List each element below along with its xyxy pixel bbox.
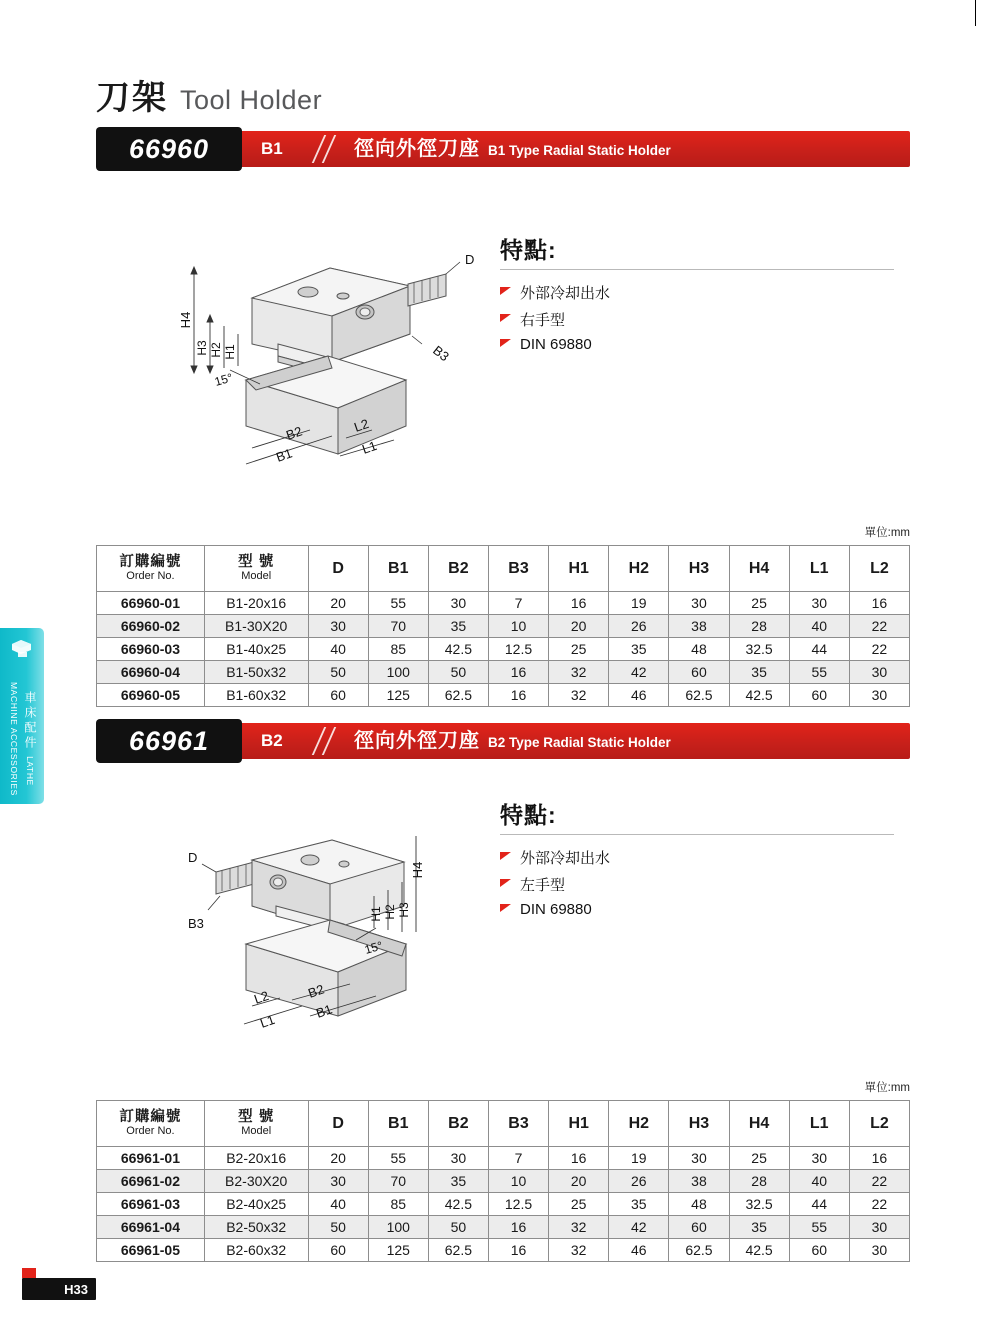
cell-b3: 7	[488, 1147, 548, 1170]
cell-b1: 125	[368, 1239, 428, 1262]
feature-label: 右手型	[520, 312, 566, 329]
th-model	[204, 546, 308, 592]
section-description	[354, 723, 671, 759]
section-header-66961	[96, 723, 910, 759]
table-header-row	[97, 1101, 910, 1147]
units-label-66961: 單位:mm	[864, 1082, 910, 1094]
th-d: D	[308, 1101, 368, 1147]
th-order-no	[97, 1101, 205, 1147]
svg-text:L2: L2	[252, 987, 271, 1007]
section-desc-cn: 徑向外徑刀座	[354, 730, 480, 752]
table-row	[97, 1193, 910, 1216]
svg-text:B3: B3	[430, 342, 452, 365]
svg-text:L1: L1	[258, 1011, 277, 1031]
cell-l2: 22	[849, 615, 909, 638]
cell-h2: 35	[609, 1193, 669, 1216]
cell-b1: 70	[368, 615, 428, 638]
cell-b2: 35	[428, 615, 488, 638]
svg-text:H2: H2	[209, 342, 223, 358]
page-number-accent	[22, 1268, 36, 1278]
cell-model: B1-30X20	[204, 615, 308, 638]
cell-b2: 42.5	[428, 638, 488, 661]
units-label-66960: 單位:mm	[864, 527, 910, 539]
cell-b3: 16	[488, 1216, 548, 1239]
svg-text:15°: 15°	[212, 370, 235, 389]
cell-b3: 10	[488, 615, 548, 638]
table-row	[97, 1239, 910, 1262]
cell-b3: 7	[488, 592, 548, 615]
feature-item	[500, 874, 894, 895]
cell-l1: 30	[789, 592, 849, 615]
svg-text:D: D	[188, 850, 198, 865]
table-row	[97, 615, 910, 638]
section-code-badge: 66961	[96, 719, 242, 763]
cell-l2: 22	[849, 1193, 909, 1216]
cell-b3: 12.5	[488, 638, 548, 661]
cell-model: B1-40x25	[204, 638, 308, 661]
cell-model: B2-20x16	[204, 1147, 308, 1170]
cell-order-no: 66961-04	[97, 1216, 205, 1239]
cell-model: B1-20x16	[204, 592, 308, 615]
bullet-triangle-icon	[500, 339, 511, 347]
cell-model: B2-60x32	[204, 1239, 308, 1262]
cell-model: B1-60x32	[204, 684, 308, 707]
cell-b3: 16	[488, 1239, 548, 1262]
cell-b2: 35	[428, 1170, 488, 1193]
svg-text:H2: H2	[383, 904, 397, 920]
cell-model: B2-50x32	[204, 1216, 308, 1239]
table-row	[97, 1147, 910, 1170]
bullet-triangle-icon	[500, 904, 511, 912]
table-header-row	[97, 546, 910, 592]
cell-h4: 32.5	[729, 1193, 789, 1216]
feature-label: 外部冷却出水	[520, 850, 611, 867]
th-l1: L1	[789, 546, 849, 592]
svg-text:H4: H4	[410, 861, 425, 879]
table-row	[97, 592, 910, 615]
section-header-66960	[96, 131, 910, 167]
cell-d: 20	[308, 1147, 368, 1170]
cell-h2: 42	[609, 1216, 669, 1239]
cell-h2: 46	[609, 1239, 669, 1262]
th-l1: L1	[789, 1101, 849, 1147]
b1-tool-holder-drawing	[160, 240, 480, 490]
cell-h2: 19	[609, 1147, 669, 1170]
page-number: H33	[22, 1278, 96, 1300]
cell-h2: 19	[609, 592, 669, 615]
cell-b2: 30	[428, 1147, 488, 1170]
table-row	[97, 638, 910, 661]
cell-l2: 16	[849, 592, 909, 615]
cell-l2: 16	[849, 1147, 909, 1170]
cell-h3: 38	[669, 1170, 729, 1193]
side-tab-label-en: LATHE MACHINE ACCESSORIES	[9, 681, 35, 796]
features-rule	[500, 269, 894, 270]
table-row	[97, 1216, 910, 1239]
bullet-triangle-icon	[500, 879, 511, 887]
cell-h1: 25	[549, 1193, 609, 1216]
th-model-cn: 型 號	[238, 1108, 275, 1125]
table-row	[97, 684, 910, 707]
cell-order-no: 66961-01	[97, 1147, 205, 1170]
cell-b2: 50	[428, 1216, 488, 1239]
page-title	[96, 70, 322, 119]
cell-b1: 55	[368, 592, 428, 615]
section-type-label: B2	[261, 731, 283, 750]
svg-text:H4: H4	[178, 311, 193, 329]
th-h1: H1	[549, 1101, 609, 1147]
th-model-en: Model	[241, 570, 272, 583]
table-row	[97, 1170, 910, 1193]
cell-h2: 42	[609, 661, 669, 684]
cell-b1: 85	[368, 1193, 428, 1216]
cell-b1: 85	[368, 638, 428, 661]
features-title: 特點:	[500, 802, 557, 828]
cell-order-no: 66960-05	[97, 684, 205, 707]
svg-text:H1: H1	[223, 344, 237, 360]
svg-text:H3: H3	[195, 340, 209, 356]
th-d: D	[308, 546, 368, 592]
cell-l2: 22	[849, 1170, 909, 1193]
th-order-no-cn: 訂購編號	[119, 553, 182, 570]
cell-h3: 62.5	[669, 684, 729, 707]
side-tab-text	[6, 673, 38, 804]
th-h4: H4	[729, 1101, 789, 1147]
svg-text:H3: H3	[397, 902, 411, 918]
th-model	[204, 1101, 308, 1147]
cell-l2: 30	[849, 1216, 909, 1239]
th-model-cn: 型 號	[238, 553, 275, 570]
cell-h4: 42.5	[729, 684, 789, 707]
cell-h4: 35	[729, 661, 789, 684]
cell-d: 30	[308, 1170, 368, 1193]
bullet-triangle-icon	[500, 287, 511, 295]
cell-b1: 100	[368, 661, 428, 684]
chevron-right-icon	[314, 135, 342, 163]
th-h2: H2	[609, 1101, 669, 1147]
cell-model: B2-30X20	[204, 1170, 308, 1193]
th-l2: L2	[849, 546, 909, 592]
cell-b3: 10	[488, 1170, 548, 1193]
cell-h1: 32	[549, 1239, 609, 1262]
section-desc-en: B1 Type Radial Static Holder	[488, 143, 671, 158]
side-tab-lathe-accessories[interactable]	[0, 628, 44, 804]
th-l2: L2	[849, 1101, 909, 1147]
feature-item	[500, 336, 894, 353]
cell-b1: 100	[368, 1216, 428, 1239]
cell-l2: 22	[849, 638, 909, 661]
cell-b3: 16	[488, 684, 548, 707]
th-h3: H3	[669, 1101, 729, 1147]
cell-b1: 55	[368, 1147, 428, 1170]
svg-text:B2: B2	[284, 423, 305, 443]
cell-d: 60	[308, 684, 368, 707]
th-order-no-en: Order No.	[126, 570, 175, 583]
section-code-badge: 66960	[96, 127, 242, 171]
svg-text:L2: L2	[352, 415, 371, 435]
cell-l1: 60	[789, 1239, 849, 1262]
cell-d: 60	[308, 1239, 368, 1262]
crop-mark-top-right-2	[975, 0, 976, 26]
svg-text:B1: B1	[314, 1001, 335, 1021]
cell-h4: 42.5	[729, 1239, 789, 1262]
cell-h3: 30	[669, 1147, 729, 1170]
section-desc-cn: 徑向外徑刀座	[354, 138, 480, 160]
cell-h3: 48	[669, 1193, 729, 1216]
cell-order-no: 66960-03	[97, 638, 205, 661]
cell-h1: 20	[549, 1170, 609, 1193]
cell-l1: 30	[789, 1147, 849, 1170]
cell-l1: 40	[789, 615, 849, 638]
feature-item	[500, 847, 894, 868]
cell-h1: 16	[549, 592, 609, 615]
cell-model: B1-50x32	[204, 661, 308, 684]
cell-d: 50	[308, 1216, 368, 1239]
svg-text:B1: B1	[274, 445, 295, 465]
cell-h1: 20	[549, 615, 609, 638]
cell-b2: 62.5	[428, 684, 488, 707]
cell-d: 20	[308, 592, 368, 615]
cell-b3: 12.5	[488, 1193, 548, 1216]
cell-h3: 60	[669, 661, 729, 684]
cell-l1: 55	[789, 1216, 849, 1239]
features-66960	[500, 232, 894, 359]
cell-h4: 25	[729, 592, 789, 615]
cell-d: 30	[308, 615, 368, 638]
cell-b2: 30	[428, 592, 488, 615]
cell-h4: 32.5	[729, 638, 789, 661]
feature-item	[500, 309, 894, 330]
spec-table-66960	[96, 545, 910, 707]
cell-h1: 16	[549, 1147, 609, 1170]
cell-l1: 60	[789, 684, 849, 707]
cell-h2: 26	[609, 1170, 669, 1193]
section-description	[354, 131, 671, 167]
th-b3: B3	[488, 1101, 548, 1147]
th-b1: B1	[368, 546, 428, 592]
cell-d: 50	[308, 661, 368, 684]
feature-label: 外部冷却出水	[520, 285, 611, 302]
cell-h1: 25	[549, 638, 609, 661]
th-order-no-cn: 訂購編號	[119, 1108, 182, 1125]
cell-order-no: 66960-01	[97, 592, 205, 615]
cell-b2: 62.5	[428, 1239, 488, 1262]
th-b3: B3	[488, 546, 548, 592]
feature-item	[500, 901, 894, 918]
cell-h3: 38	[669, 615, 729, 638]
svg-text:15°: 15°	[362, 938, 385, 957]
cell-l2: 30	[849, 1239, 909, 1262]
cell-h2: 35	[609, 638, 669, 661]
cell-l1: 44	[789, 1193, 849, 1216]
side-tab-label-cn: 車床配件	[23, 691, 37, 752]
th-b2: B2	[428, 1101, 488, 1147]
spec-table-66961	[96, 1100, 910, 1262]
cell-h4: 35	[729, 1216, 789, 1239]
cell-order-no: 66960-02	[97, 615, 205, 638]
cell-order-no: 66961-02	[97, 1170, 205, 1193]
bullet-triangle-icon	[500, 314, 511, 322]
cell-h1: 32	[549, 1216, 609, 1239]
cell-h2: 26	[609, 615, 669, 638]
cell-l2: 30	[849, 684, 909, 707]
th-b2: B2	[428, 546, 488, 592]
cell-h4: 28	[729, 615, 789, 638]
feature-label: DIN 69880	[520, 901, 592, 918]
cell-d: 40	[308, 638, 368, 661]
cell-l1: 44	[789, 638, 849, 661]
cell-h1: 32	[549, 661, 609, 684]
cell-h4: 28	[729, 1170, 789, 1193]
chevron-right-icon	[314, 727, 342, 755]
svg-text:B2: B2	[306, 981, 327, 1001]
cell-h1: 32	[549, 684, 609, 707]
th-b1: B1	[368, 1101, 428, 1147]
svg-text:D: D	[465, 252, 475, 267]
cell-l1: 55	[789, 661, 849, 684]
feature-item	[500, 282, 894, 303]
svg-text:B3: B3	[188, 916, 204, 931]
feature-label: DIN 69880	[520, 336, 592, 353]
th-model-en: Model	[241, 1125, 272, 1138]
th-h1: H1	[549, 546, 609, 592]
b2-tool-holder-drawing	[180, 820, 500, 1050]
cell-h3: 60	[669, 1216, 729, 1239]
cell-h3: 62.5	[669, 1239, 729, 1262]
table-row	[97, 661, 910, 684]
cell-b2: 50	[428, 661, 488, 684]
cell-h3: 48	[669, 638, 729, 661]
page-title-en: Tool Holder	[180, 85, 323, 115]
bullet-triangle-icon	[500, 852, 511, 860]
th-order-no	[97, 546, 205, 592]
cell-b2: 42.5	[428, 1193, 488, 1216]
features-66961	[500, 797, 894, 924]
cell-order-no: 66961-05	[97, 1239, 205, 1262]
cell-order-no: 66960-04	[97, 661, 205, 684]
svg-text:H1: H1	[369, 906, 383, 922]
section-type-label: B1	[261, 139, 283, 158]
tool-holder-icon	[9, 636, 35, 665]
features-title: 特點:	[500, 237, 557, 263]
cell-model: B2-40x25	[204, 1193, 308, 1216]
page-title-cn: 刀架	[96, 79, 168, 117]
th-h3: H3	[669, 546, 729, 592]
features-rule	[500, 834, 894, 835]
cell-order-no: 66961-03	[97, 1193, 205, 1216]
cell-l2: 30	[849, 661, 909, 684]
svg-text:L1: L1	[360, 437, 379, 457]
section-desc-en: B2 Type Radial Static Holder	[488, 735, 671, 750]
cell-d: 40	[308, 1193, 368, 1216]
th-h4: H4	[729, 546, 789, 592]
cell-h2: 46	[609, 684, 669, 707]
th-h2: H2	[609, 546, 669, 592]
cell-h4: 25	[729, 1147, 789, 1170]
cell-b1: 125	[368, 684, 428, 707]
cell-h3: 30	[669, 592, 729, 615]
feature-label: 左手型	[520, 877, 566, 894]
cell-b1: 70	[368, 1170, 428, 1193]
cell-b3: 16	[488, 661, 548, 684]
th-order-no-en: Order No.	[126, 1125, 175, 1138]
cell-l1: 40	[789, 1170, 849, 1193]
